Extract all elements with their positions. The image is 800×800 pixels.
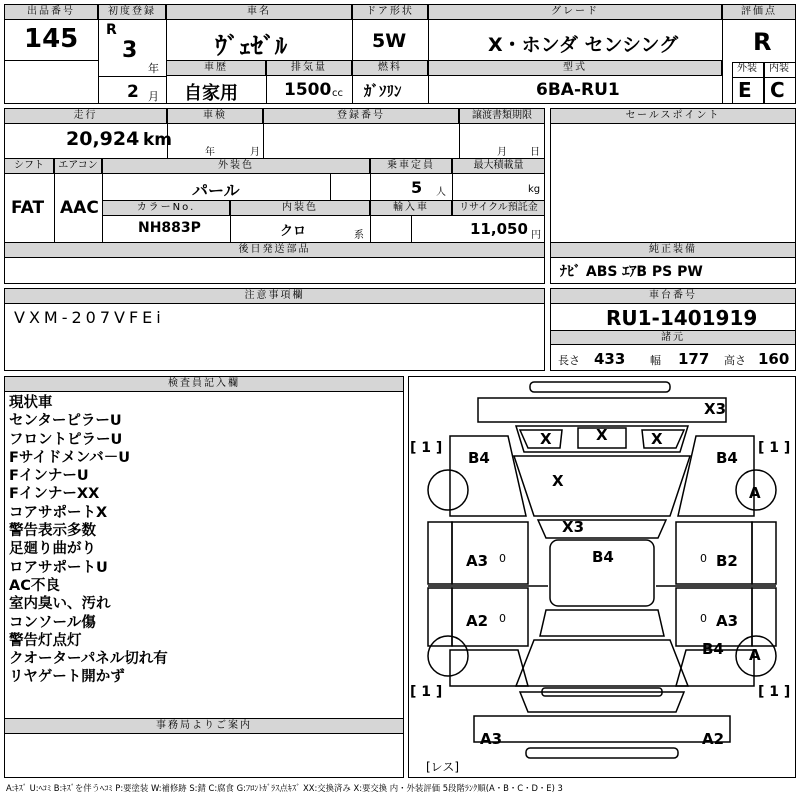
mark-b4-fr: B4	[716, 449, 738, 467]
mark-a3-left: A3	[466, 552, 489, 570]
first-reg-label: 初度登録	[98, 4, 166, 20]
mark-zero: 0	[499, 612, 506, 625]
mark-a2-left: A2	[466, 612, 489, 630]
mark-zero: 0	[700, 552, 707, 565]
mark-a3-bottom: A3	[480, 730, 503, 748]
lot-no-label: 出品番号	[4, 4, 98, 20]
transfer-label: 譲渡書類期限	[459, 108, 545, 124]
mark-a-fr-wheel: A	[749, 484, 761, 502]
note-line: 足廻り曲がり	[9, 541, 96, 558]
recycle-unit: 円	[531, 230, 541, 241]
mark-b2-right: B2	[716, 552, 738, 570]
note-line: クオーターパネル切れ有	[9, 651, 168, 668]
mark-zero: 0	[700, 612, 707, 625]
shift-label: シフト	[4, 158, 54, 174]
mark-x-window2: X	[596, 426, 608, 444]
length: 433	[594, 350, 626, 368]
note-line: ロアサポートU	[9, 559, 108, 576]
width-label: 幅	[650, 354, 661, 367]
ac: AAC	[60, 198, 99, 218]
mark-x-hood: X	[552, 472, 564, 490]
reg-no-label: 登録番号	[263, 108, 459, 124]
grade: X・ホンダ センシング	[488, 34, 679, 56]
chassis-label: 車台番号	[550, 288, 796, 304]
reg-month: 2	[127, 82, 139, 102]
mark-x-window3: X	[651, 430, 663, 448]
ext-color: パール	[192, 181, 240, 200]
note-line: Fサイドメンバ－U	[9, 449, 131, 466]
capacity: 5	[411, 178, 423, 197]
year-unit: 年	[148, 62, 159, 75]
transfer-month-unit: 月	[497, 147, 507, 158]
ext-color-label: 外装色	[102, 158, 370, 174]
mark-x3-top: X3	[704, 400, 727, 418]
note-line: センターピラーU	[9, 413, 122, 430]
model-name: ｳﾞｪｾﾞﾙ	[215, 32, 287, 60]
displacement-label: 排気量	[266, 60, 352, 76]
recycle: 11,050	[470, 220, 528, 238]
era: R	[106, 22, 117, 38]
interior: C	[770, 78, 785, 102]
type-label: 型式	[428, 60, 722, 76]
load-unit: kg	[528, 184, 541, 195]
caution-text: VXM-207VFEi	[14, 308, 165, 327]
displacement: 1500	[284, 80, 332, 100]
reg-year: 3	[122, 38, 138, 63]
capacity-label: 乗車定員	[370, 158, 452, 174]
exterior: E	[738, 78, 752, 102]
caution-label: 注意事項欄	[4, 288, 545, 304]
note-line: 警告表示多数	[9, 523, 96, 540]
ac-label: エアコン	[54, 158, 102, 174]
grade-label: グレード	[428, 4, 722, 20]
int-color: クロ	[280, 224, 307, 239]
history: 自家用	[184, 83, 238, 104]
bracket-fr: [ 1 ]	[758, 440, 791, 456]
mark-x-window1: X	[540, 430, 552, 448]
mark-a-rr-wheel: A	[749, 646, 761, 664]
inspector-label: 検査員記入欄	[4, 376, 404, 392]
length-label: 長さ	[558, 354, 580, 367]
model-name-label: 車名	[166, 4, 352, 20]
note-line: 室内臭い、汚れ	[9, 596, 111, 613]
note-line: FインナーXX	[9, 486, 100, 503]
res-label: [レス]	[426, 760, 460, 774]
note-line: 現状車	[9, 395, 53, 411]
lot-no: 145	[24, 24, 79, 54]
type: 6BA-RU1	[536, 80, 620, 100]
mark-b4-rr: B4	[702, 640, 724, 658]
int-color-label: 内装色	[230, 200, 370, 216]
doors-label: ドア形状	[352, 4, 428, 20]
history-label: 車歴	[166, 60, 266, 76]
import-label: 輸入車	[370, 200, 452, 216]
height: 160	[758, 350, 790, 368]
load-label: 最大積載量	[452, 158, 545, 174]
equipment-label: 純正装備	[550, 242, 796, 258]
note-line: 警告灯点灯	[9, 632, 82, 649]
recycle-label: リサイクル預託金	[452, 200, 545, 216]
height-label: 高さ	[724, 354, 746, 367]
mileage-unit: km	[143, 130, 173, 150]
score: R	[753, 28, 772, 56]
equipment: ﾅﾋﾞ ABS ｴｱB PS PW	[560, 264, 703, 280]
width: 177	[678, 350, 710, 368]
shift: FAT	[11, 198, 45, 218]
later-parts-label: 後日発送部品	[4, 242, 545, 258]
chassis: RU1-1401919	[606, 306, 758, 330]
mark-x3-mid: X3	[562, 518, 585, 536]
note-line: コアサポートX	[9, 504, 108, 521]
specs-label: 諸元	[550, 330, 796, 345]
note-line: コンソール傷	[9, 614, 96, 631]
note-line: AC不良	[9, 577, 60, 594]
mark-a2-bottom: A2	[702, 730, 725, 748]
sales-point-label: セールスポイント	[550, 108, 796, 124]
insp-month-unit: 月	[250, 147, 260, 158]
color-no-label: カラーNo.	[102, 200, 230, 216]
note-line: FインナーU	[9, 468, 89, 485]
displacement-unit: cc	[332, 88, 343, 99]
note-line: リヤゲート開かず	[9, 669, 125, 686]
doors: 5W	[372, 30, 407, 52]
bracket-rl: [ 1 ]	[410, 684, 443, 700]
mark-a3-right: A3	[716, 612, 739, 630]
mileage-label: 走行	[4, 108, 167, 124]
mileage: 20,924	[66, 128, 140, 150]
score-label: 評価点	[722, 4, 796, 20]
mark-b4-fl: B4	[468, 449, 490, 467]
inspection-label: 車検	[167, 108, 263, 124]
color-no: NH883P	[138, 220, 201, 236]
fuel-label: 燃料	[352, 60, 428, 76]
note-line: フロントピラーU	[9, 431, 123, 448]
capacity-unit: 人	[436, 187, 446, 198]
fuel: ｶﾞｿﾘﾝ	[364, 82, 402, 100]
mark-zero: 0	[499, 552, 506, 565]
exterior-label: 外装	[732, 62, 762, 77]
bracket-rr: [ 1 ]	[758, 684, 791, 700]
office-label: 事務局よりご案内	[4, 718, 404, 734]
transfer-day-unit: 日	[530, 147, 540, 158]
bracket-fl: [ 1 ]	[410, 440, 443, 456]
month-unit: 月	[148, 90, 159, 103]
mark-b4-roof: B4	[592, 548, 614, 566]
damage-legend: A:ｷｽﾞ U:ﾍｺﾐ B:ｷｽﾞを伴うﾍｺﾐ P:要塗装 W:補修跡 S:錆 C:腐食 G:ﾌﾛﾝﾄｶﾞﾗｽ点ｷｽﾞ XX:交換済み X:要交換 内・外装評価 5段階ﾗﾝｸ順(A・B・C・D・E) 3	[6, 783, 563, 793]
interior-label: 内装	[764, 62, 794, 77]
int-color-unit: 系	[354, 230, 364, 241]
insp-year-unit: 年	[205, 147, 215, 158]
inspector-notes	[9, 394, 168, 687]
